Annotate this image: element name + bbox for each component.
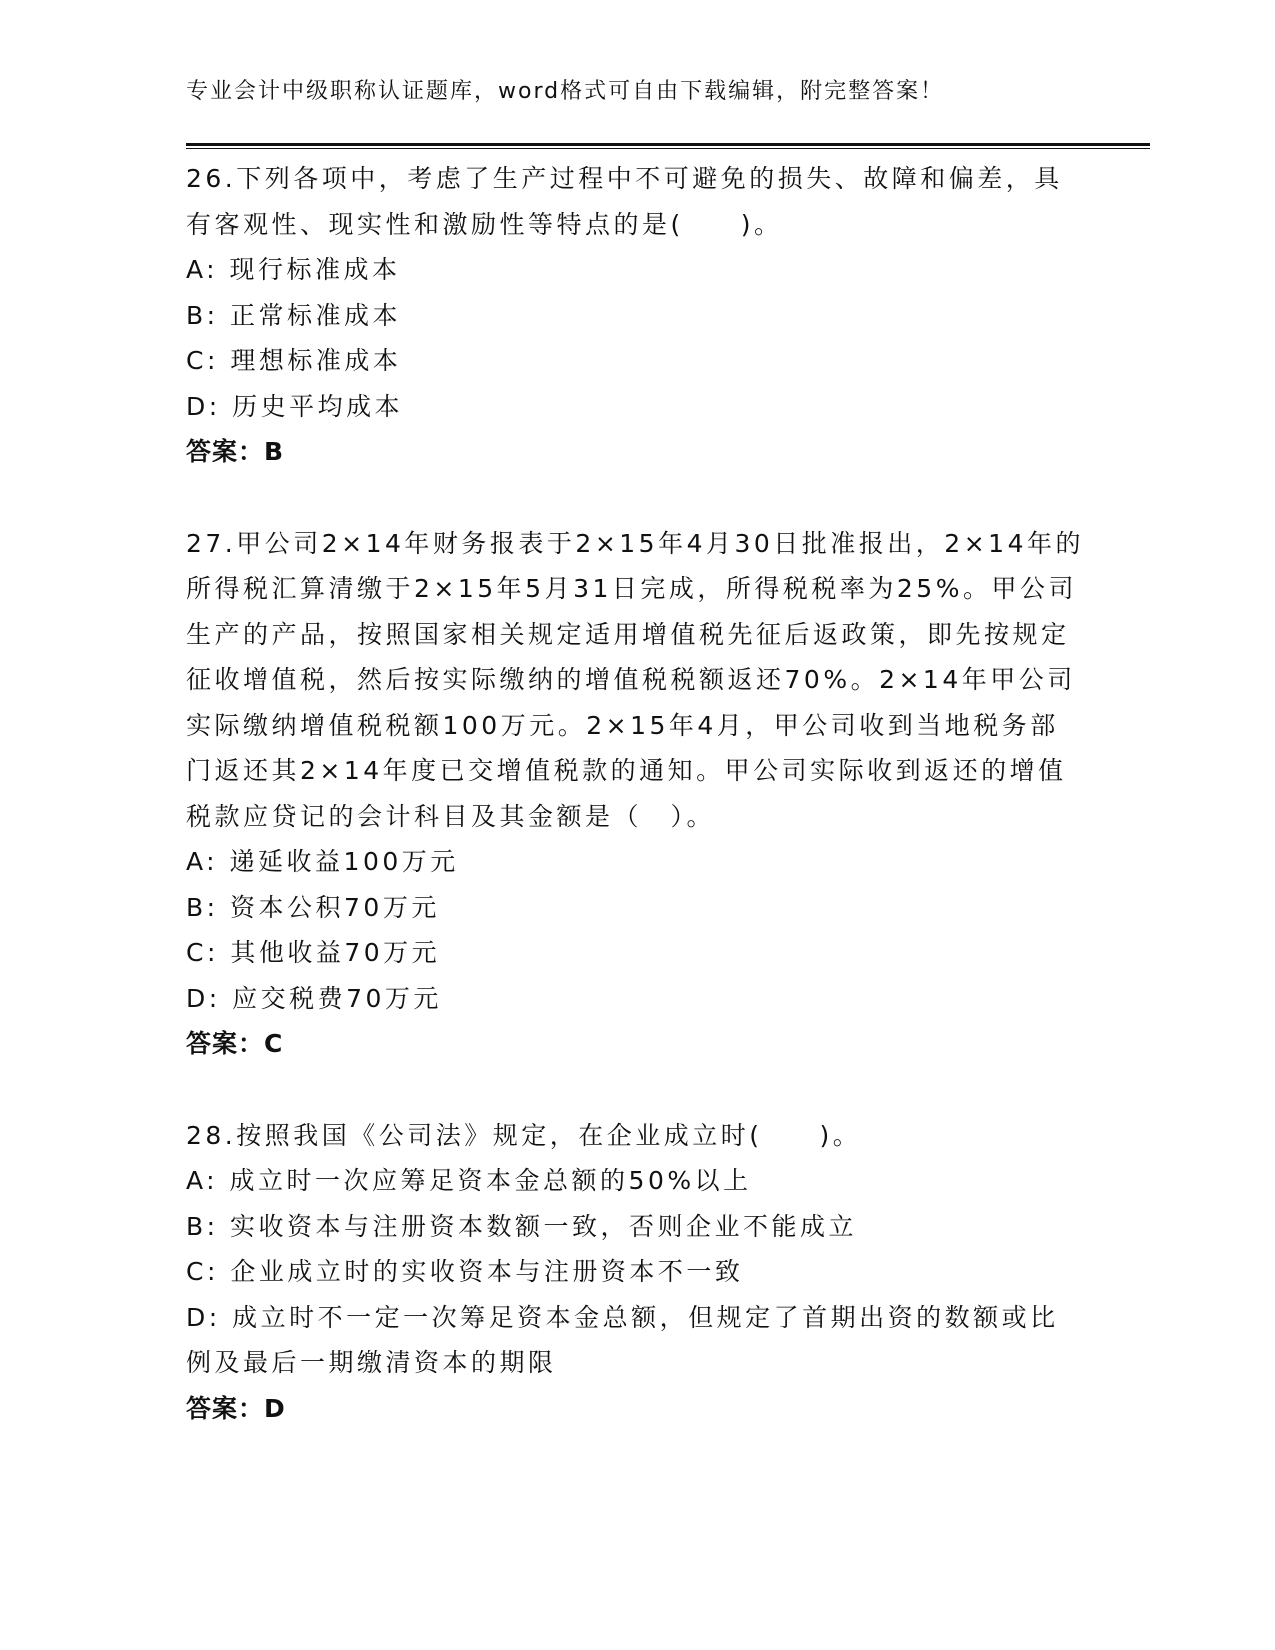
question-stem: 26.下列各项中，考虑了生产过程中不可避免的损失、故障和偏差，具有客观性、现实性和激励性等特点的是( )。 bbox=[186, 164, 1063, 239]
question-spacer bbox=[186, 475, 1086, 521]
option-d: D: 历史平均成本 bbox=[186, 391, 404, 421]
option-c: C: 其他收益70万元 bbox=[186, 938, 441, 967]
header-rule-thin bbox=[186, 148, 1150, 149]
option-d: D: 应交税费70万元 bbox=[186, 983, 442, 1013]
option-c: C: 企业成立时的实收资本与注册资本不一致 bbox=[186, 1257, 744, 1286]
option-d: D: 成立时不一定一次筹足资本金总额，但规定了首期出资的数额或比例及最后一期缴清资本的期限 bbox=[186, 1302, 1059, 1377]
header-rule-thick bbox=[186, 143, 1150, 146]
question-27 bbox=[186, 521, 1086, 1067]
answer: 答案：D bbox=[186, 1393, 286, 1423]
option-a: A: 递延收益100万元 bbox=[186, 847, 459, 876]
question-list bbox=[186, 156, 1086, 1431]
question-28 bbox=[186, 1113, 1086, 1432]
option-b: B: 正常标准成本 bbox=[186, 300, 402, 330]
question-stem: 27.甲公司2×14年财务报表于2×15年4月30日批准报出，2×14年的所得税汇算清缴于2×15年5月31日完成，所得税税率为25%。甲公司生产的产品，按照国家相关规定适用增值税先征后返政策，即先按规定征收增值税，然后按实际缴纳的增值税税额返还70%。2×14年甲公司实际缴纳增值税税额100万元。2×15年4月，甲公司收到当地税务部门返还其2×14年度已交增值税款的通知。甲公司实际收到返还的增值税款应贷记的会计科目及其金额是（ ）。 bbox=[186, 528, 1084, 831]
question-spacer bbox=[186, 1067, 1086, 1113]
option-a: A: 现行标准成本 bbox=[186, 255, 401, 284]
answer: 答案：B bbox=[186, 437, 285, 466]
option-b: B: 实收资本与注册资本数额一致，否则企业不能成立 bbox=[186, 1211, 858, 1241]
option-a: A: 成立时一次应筹足资本金总额的50%以上 bbox=[186, 1166, 752, 1195]
page-header: 专业会计中级职称认证题库，word格式可自由下载编辑，附完整答案！ bbox=[186, 79, 945, 104]
answer: 答案：C bbox=[186, 1029, 284, 1058]
question-stem: 28.按照我国《公司法》规定，在企业成立时( )。 bbox=[186, 1120, 862, 1150]
question-26 bbox=[186, 156, 1086, 475]
option-b: B: 资本公积70万元 bbox=[186, 892, 440, 922]
option-c: C: 理想标准成本 bbox=[186, 346, 402, 375]
